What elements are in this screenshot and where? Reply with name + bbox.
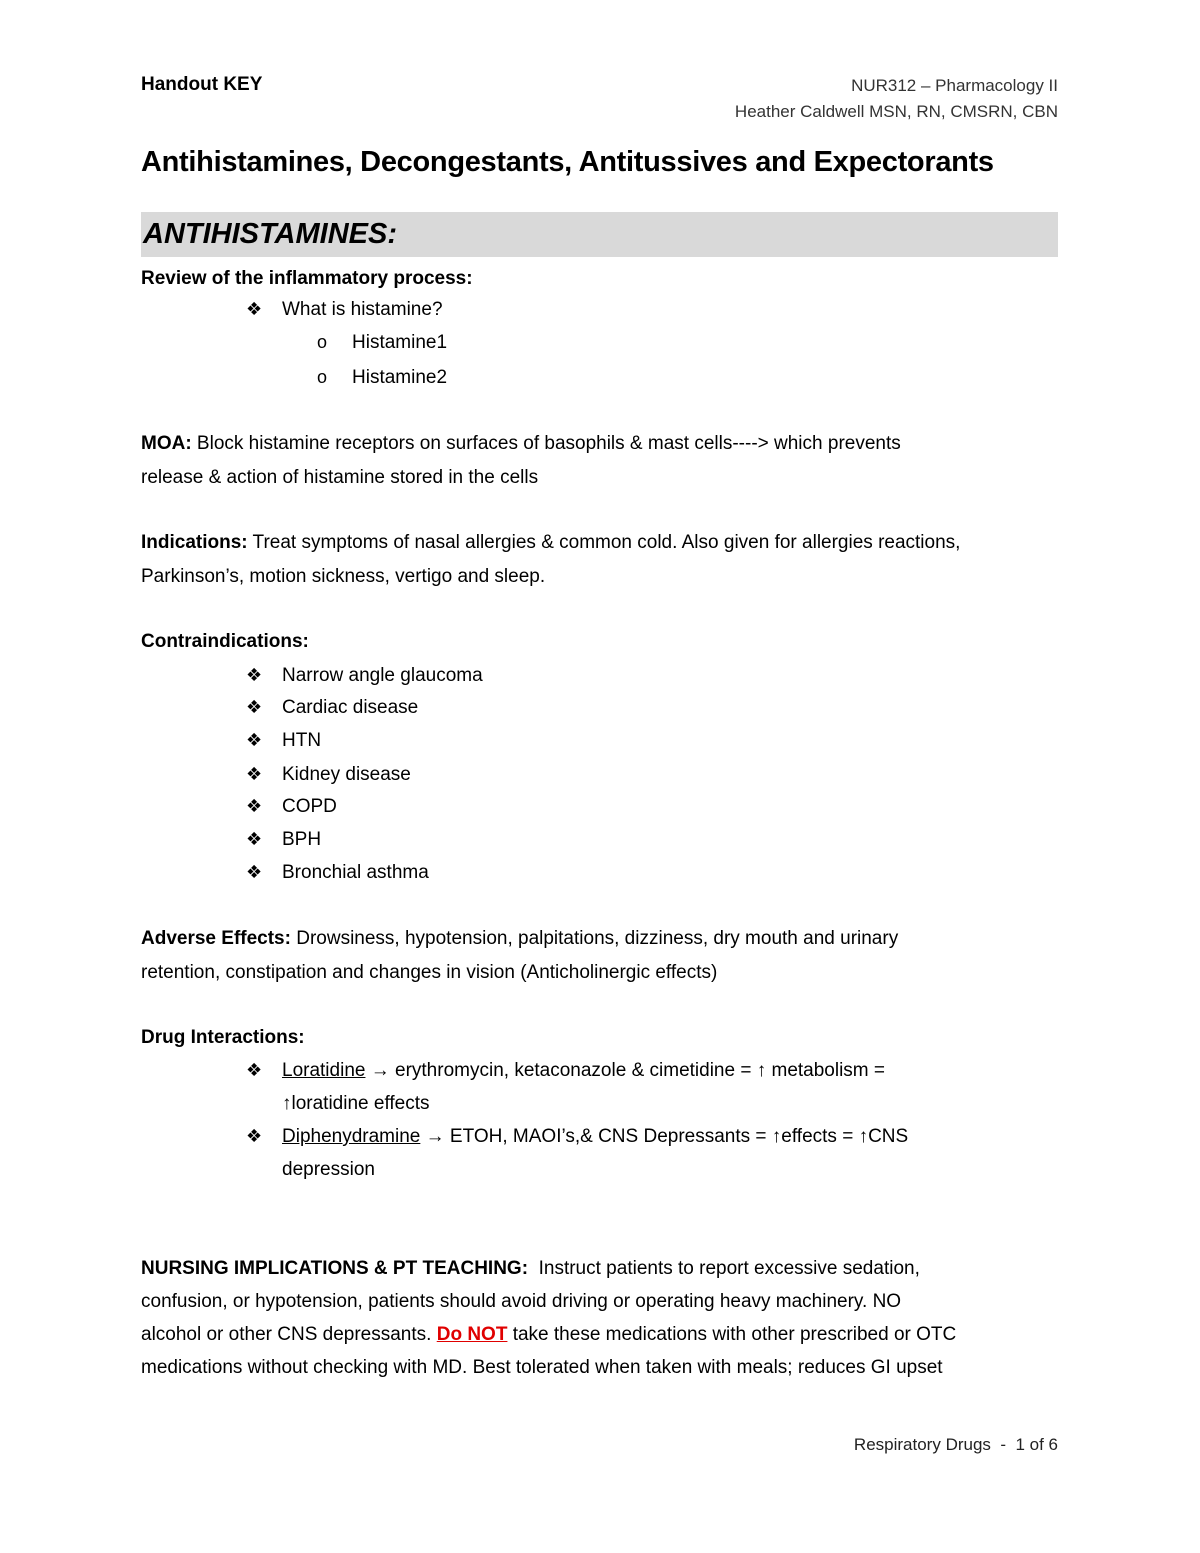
diamond-bullet-icon: ❖: [246, 730, 263, 750]
nursing-line-4: medications without checking with MD. Best tolerated when taken with meals; reduces GI upset: [141, 1357, 943, 1378]
contraindication-item: ❖ Kidney disease: [246, 764, 411, 785]
diamond-bullet-icon: ❖: [246, 796, 263, 816]
drug-name: Loratidine: [282, 1060, 366, 1081]
diamond-bullet-icon: ❖: [246, 1060, 263, 1080]
diamond-bullet-icon: ❖: [246, 1126, 263, 1146]
review-heading: Review of the inflammatory process:: [141, 268, 473, 289]
header-course: NUR312 – Pharmacology II: [851, 76, 1058, 95]
drug-name: Diphenydramine: [282, 1126, 421, 1147]
indications-line-2: Parkinson’s, motion sickness, vertigo and sleep.: [141, 566, 546, 587]
adverse-line-2: retention, constipation and changes in vision (Anticholinergic effects): [141, 962, 718, 983]
interactions-heading: Drug Interactions:: [141, 1027, 305, 1048]
diamond-bullet-icon: ❖: [246, 299, 263, 319]
contraindication-item: ❖ BPH: [246, 829, 322, 850]
interaction-item-2: ❖ Diphenydramine → ETOH, MAOI’s,& CNS Depressants = ↑effects = ↑CNS: [246, 1126, 909, 1147]
header-left: Handout KEY: [141, 74, 263, 95]
adverse-label: Adverse Effects:: [141, 928, 291, 949]
contraindications-heading: Contraindications:: [141, 631, 309, 652]
nursing-line-2: confusion, or hypotension, patients should avoid driving or operating heavy machinery. NO: [141, 1291, 902, 1312]
adverse-line-1: Adverse Effects: Drowsiness, hypotension, palpitations, dizziness, dry mouth and urinary: [141, 928, 899, 949]
header-instructor: Heather Caldwell MSN, RN, CMSRN, CBN: [734, 102, 1058, 121]
review-sub-item: o Histamine2: [317, 367, 448, 388]
review-bullet: ❖ What is histamine?: [246, 299, 443, 320]
diamond-bullet-icon: ❖: [246, 829, 263, 849]
moa-line-2: release & action of histamine stored in the cells: [141, 467, 539, 488]
nursing-line-1: NURSING IMPLICATIONS & PT TEACHING: Instruct patients to report excessive sedation,: [141, 1258, 920, 1279]
contraindication-item: ❖ Bronchial asthma: [246, 862, 429, 883]
diamond-bullet-icon: ❖: [246, 862, 263, 882]
contraindication-item: ❖ Cardiac disease: [246, 697, 419, 718]
interaction-item-2-cont: depression: [282, 1159, 375, 1180]
moa-label: MOA:: [141, 433, 192, 454]
nursing-label: NURSING IMPLICATIONS & PT TEACHING:: [141, 1258, 529, 1279]
diamond-bullet-icon: ❖: [246, 697, 263, 717]
diamond-bullet-icon: ❖: [246, 665, 263, 685]
moa-line-1: MOA: Block histamine receptors on surfaces of basophils & mast cells----> which prevents: [141, 433, 901, 454]
diamond-bullet-icon: ❖: [246, 764, 263, 784]
section-heading: ANTIHISTAMINES:: [143, 218, 398, 250]
circle-bullet-icon: o: [317, 332, 328, 352]
indications-label: Indications:: [141, 532, 248, 553]
circle-bullet-icon: o: [317, 367, 328, 387]
page-footer: Respiratory Drugs - 1 of 6: [853, 1435, 1058, 1454]
nursing-line-3: alcohol or other CNS depressants. Do NOT take these medications with other prescribed or OTC: [141, 1324, 957, 1345]
contraindication-item: ❖ HTN: [246, 730, 322, 751]
contraindication-item: ❖ Narrow angle glaucoma: [246, 665, 483, 686]
interaction-item-1-cont: ↑loratidine effects: [282, 1093, 430, 1114]
review-sub-item: o Histamine1: [317, 332, 448, 353]
warning-emphasis: Do NOT: [436, 1324, 508, 1345]
interaction-item-1: ❖ Loratidine → erythromycin, ketaconazole & cimetidine = ↑ metabolism =: [246, 1060, 886, 1081]
section-band: [141, 212, 1058, 257]
contraindication-item: ❖ COPD: [246, 796, 337, 817]
document-title: Antihistamines, Decongestants, Antitussives and Expectorants: [141, 146, 994, 178]
indications-line-1: Indications: Treat symptoms of nasal allergies & common cold. Also given for allergies reactions,: [141, 532, 961, 553]
